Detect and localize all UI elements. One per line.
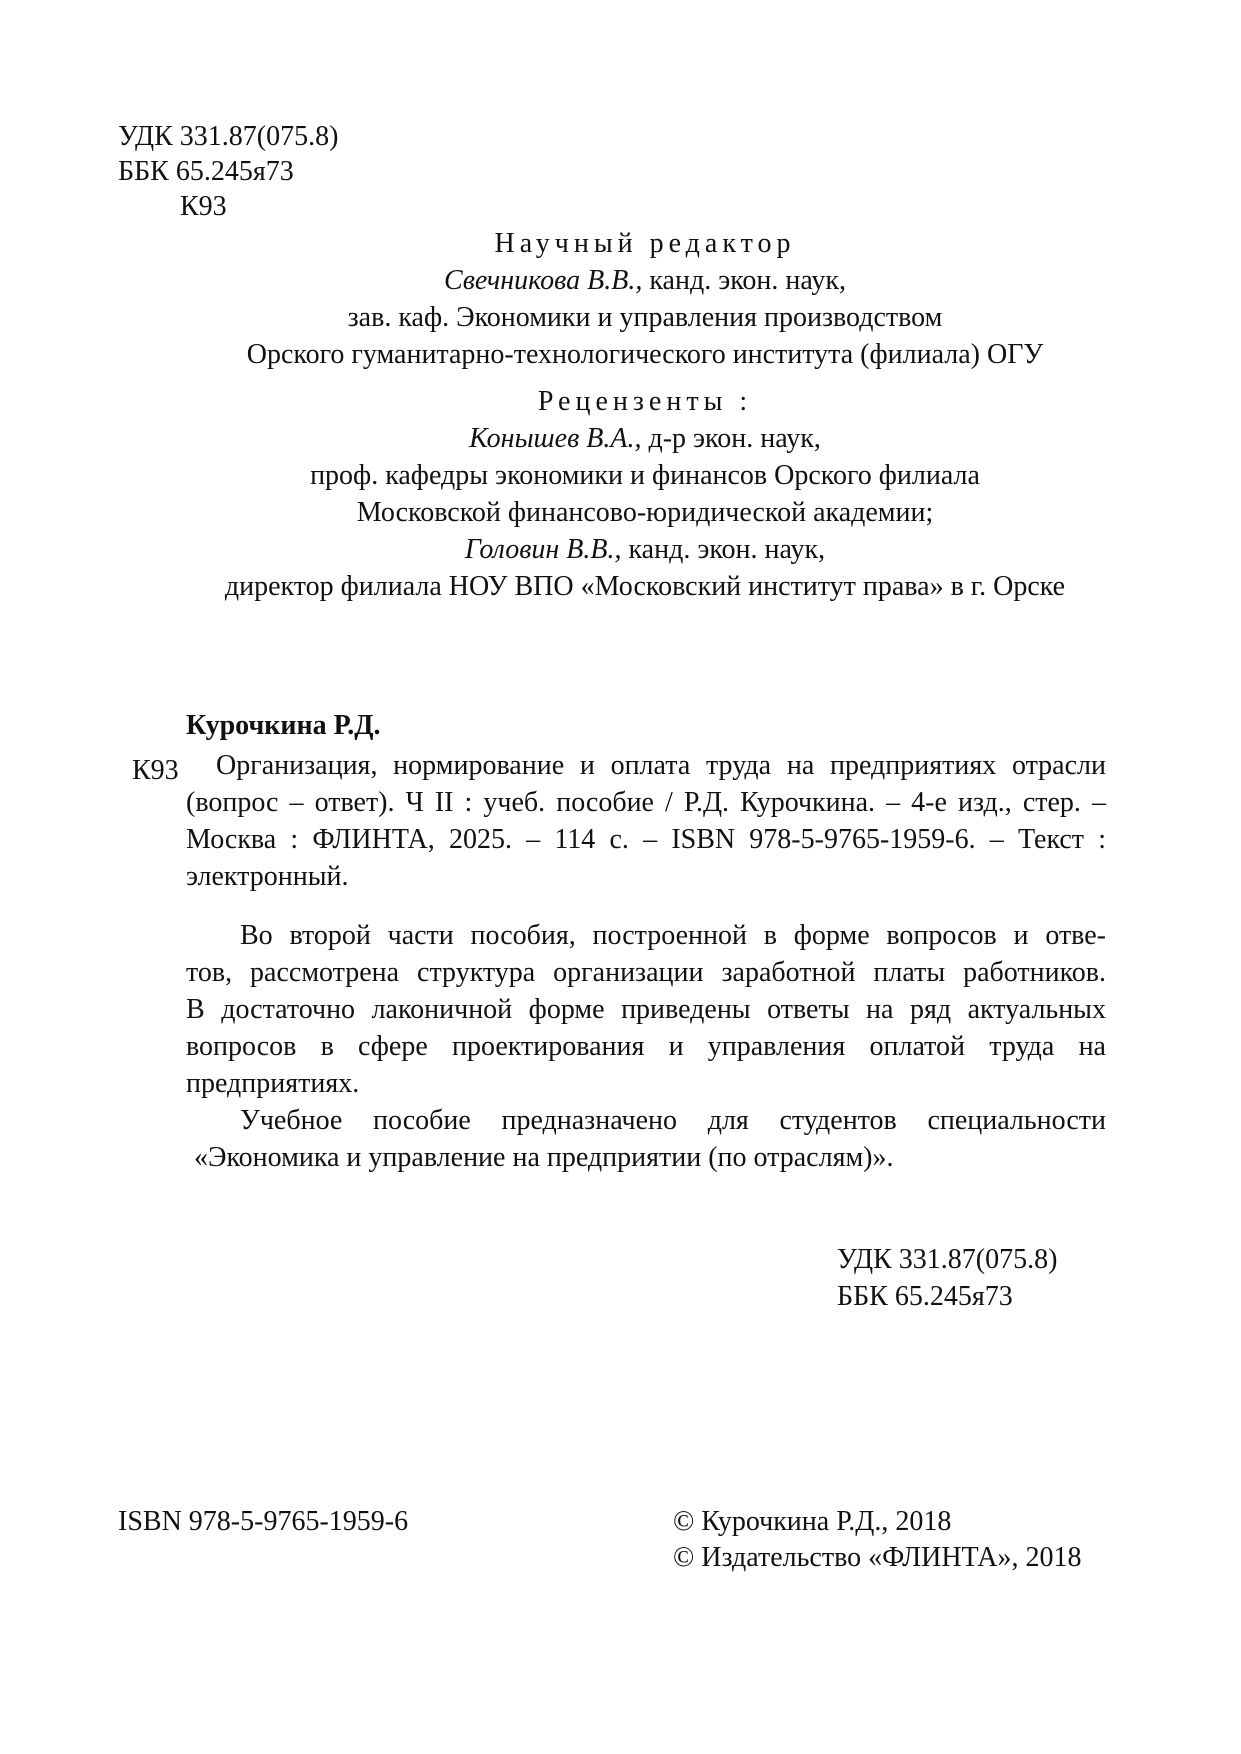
abstract-p1-line-3: В достаточно лаконичной форме приведены ответы на ряд актуальных [186, 994, 1106, 1025]
abstract-p2-line-1: Учебное пособие предназначено для студентов специальности [240, 1105, 1106, 1136]
bib-line-4: электронный. [186, 861, 349, 892]
editor-degree: канд. экон. наук, [642, 265, 846, 296]
abstract-p1-line-5: предприятиях. [186, 1068, 360, 1099]
editor-institution: Орского гуманитарно-технологического института (филиала) ОГУ [246, 339, 1044, 370]
reviewer2-degree: канд. экон. наук, [621, 534, 826, 565]
bib-line-2: (вопрос – ответ). Ч II : учеб. пособие / Р.Д. Курочкина. – 4-е изд., стер. – [186, 787, 1106, 818]
reviewer2-name: Головин В.В., [464, 534, 622, 565]
classification-bbk: ББК 65.245я73 [837, 1281, 1013, 1312]
reviewers-heading: Рецензенты : [537, 386, 753, 417]
reviewer1-position: проф. кафедры экономики и финансов Орского филиала [310, 460, 980, 491]
header-author-mark: К93 [180, 191, 227, 222]
abstract-p1-line-2: тов, рассмотрена структура организации заработной платы работников. [186, 957, 1106, 988]
editor-block [0, 225, 1241, 373]
editor-heading: Научный редактор [494, 228, 796, 259]
editor-name-line [0, 262, 1241, 299]
bib-description [186, 747, 1106, 895]
editor-position: зав. каф. Экономики и управления производством [347, 302, 943, 333]
reviewer2-position: директор филиала НОУ ВПО «Московский институт права» в г. Орске [224, 571, 1066, 602]
bib-line-1: Организация, нормирование и оплата труда на предприятиях отрасли [216, 750, 1106, 781]
bib-author: Курочкина Р.Д. [186, 710, 381, 741]
reviewer1-name: Конышев В.А., [469, 423, 642, 454]
classification-udk: УДК 331.87(075.8) [837, 1244, 1058, 1275]
header-bbk: ББК 65.245я73 [118, 156, 294, 187]
reviewer1-degree: д-р экон. наук, [641, 423, 821, 454]
abstract-p1-line-4: вопросов в сфере проектирования и управления оплатой труда на [186, 1031, 1106, 1062]
footer-copyright-publisher: © Издательство «ФЛИНТА», 2018 [673, 1542, 1082, 1573]
abstract-p2-line-2: «Экономика и управление на предприятии (по отраслям)». [194, 1142, 894, 1173]
footer-isbn: ISBN 978-5-9765-1959-6 [118, 1506, 409, 1537]
reviewer2-name-line [0, 531, 1241, 568]
header-udk: УДК 331.87(075.8) [118, 121, 339, 152]
bib-mark: К93 [132, 755, 179, 786]
reviewer1-name-line [0, 420, 1241, 457]
editor-name: Свечникова В.В., [444, 265, 643, 296]
reviewer1-institution: Московской финансово-юридической академии; [356, 497, 934, 528]
abstract-p1-line-1: Во второй части пособия, построенной в форме вопросов и отве- [240, 920, 1106, 951]
reviewers-block [0, 383, 1241, 605]
footer-copyright-author: © Курочкина Р.Д., 2018 [673, 1506, 952, 1537]
abstract [186, 917, 1106, 1176]
bib-line-3: Москва : ФЛИНТА, 2025. – 114 с. – ISBN 978-5-9765-1959-6. – Текст : [186, 824, 1106, 855]
